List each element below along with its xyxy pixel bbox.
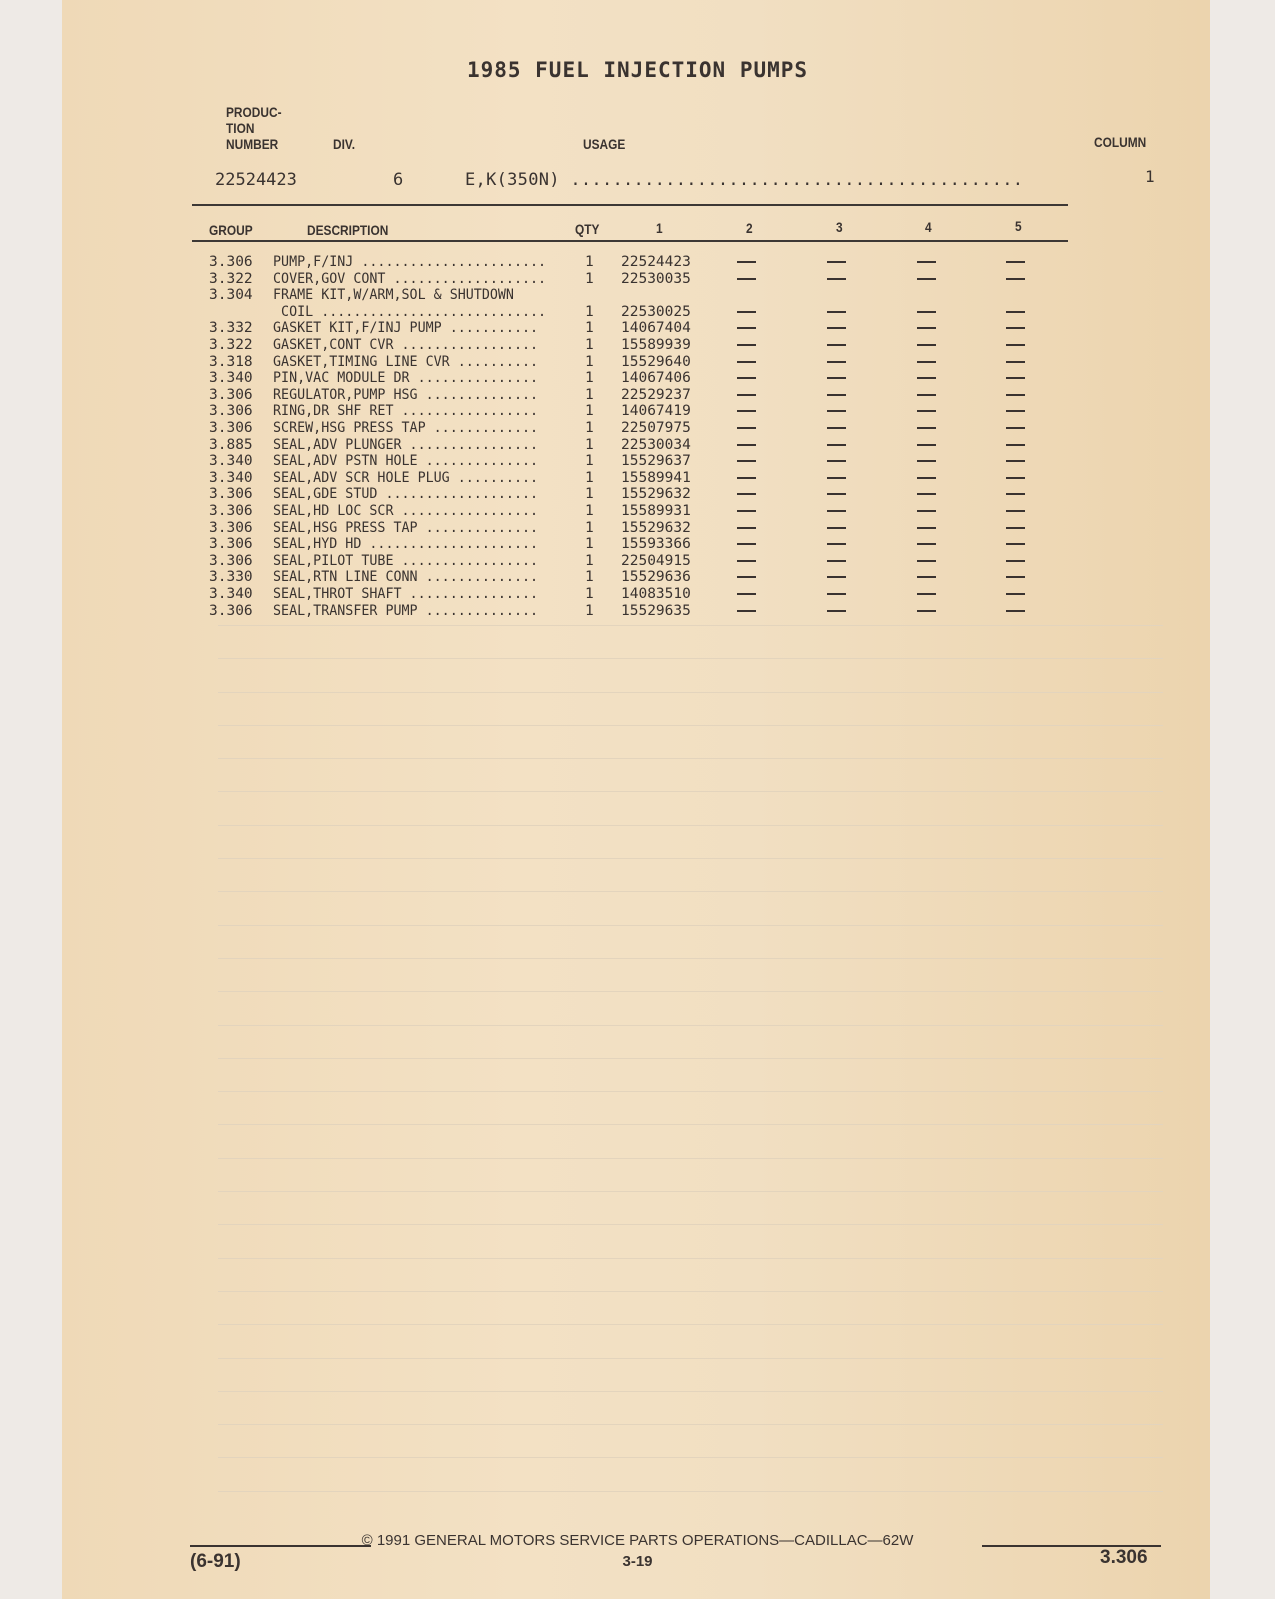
group-cell: 3.306: [209, 486, 253, 502]
empty-column-dash: [737, 510, 756, 512]
empty-column-dash: [917, 593, 936, 595]
empty-column-dash: [827, 444, 846, 446]
empty-column-dash: [1006, 361, 1025, 363]
qty-cell: 1: [585, 553, 594, 569]
footer-date-code: (6-91): [190, 1551, 241, 1572]
empty-column-dash: [737, 477, 756, 479]
part-number-cell: 15529632: [621, 520, 691, 536]
table-top-rule: [192, 204, 1068, 206]
footer-page-number: 3-19: [622, 1553, 653, 1570]
description-cell: SEAL,HYD HD .....................: [273, 536, 539, 552]
description-cell: SEAL,ADV PLUNGER ................: [273, 437, 539, 453]
empty-column-dash: [917, 510, 936, 512]
col3-header: 3: [836, 219, 843, 235]
qty-cell: 1: [585, 437, 594, 453]
ruled-line: [218, 1058, 1163, 1059]
description-cell: SEAL,PILOT TUBE .................: [273, 553, 539, 569]
empty-column-dash: [827, 311, 846, 313]
ruled-line: [218, 1191, 1163, 1192]
group-cell: 3.318: [209, 354, 253, 370]
empty-column-dash: [737, 410, 756, 412]
part-number-cell: 15529637: [621, 453, 691, 469]
empty-column-dash: [737, 261, 756, 263]
part-number-cell: 15589931: [621, 503, 691, 519]
group-cell: 3.332: [209, 320, 253, 336]
part-number-cell: 15529632: [621, 486, 691, 502]
description-cell: SEAL,THROT SHAFT ................: [273, 586, 539, 602]
empty-column-dash: [827, 543, 846, 545]
qty-cell: 1: [585, 453, 594, 469]
ruled-line: [218, 692, 1163, 693]
table-row: [209, 370, 1039, 386]
description-cell: REGULATOR,PUMP HSG ..............: [273, 387, 539, 403]
ruled-line: [218, 1258, 1163, 1259]
description-cell: COIL ............................: [273, 304, 547, 320]
group-cell: 3.304: [209, 287, 253, 303]
description-cell: SEAL,GDE STUD ...................: [273, 486, 539, 502]
empty-column-dash: [737, 427, 756, 429]
ruled-line: [218, 1291, 1163, 1292]
description-cell: FRAME KIT,W/ARM,SOL & SHUTDOWN: [273, 287, 514, 303]
empty-column-dash: [737, 527, 756, 529]
ruled-line: [218, 891, 1163, 892]
empty-column-dash: [737, 311, 756, 313]
part-number-cell: 15529636: [621, 569, 691, 585]
col2-header: 2: [746, 220, 753, 236]
ruled-line: [218, 1124, 1163, 1125]
description-cell: RING,DR SHF RET .................: [273, 403, 539, 419]
group-cell: 3.322: [209, 337, 253, 353]
col4-header: 4: [925, 219, 932, 235]
empty-column-dash: [827, 493, 846, 495]
part-number-cell: 22529237: [621, 387, 691, 403]
group-cell: 3.340: [209, 586, 253, 602]
division-value: 6: [393, 170, 404, 190]
empty-column-dash: [1006, 444, 1025, 446]
empty-column-dash: [737, 394, 756, 396]
qty-cell: 1: [585, 304, 594, 320]
empty-column-dash: [1006, 278, 1025, 280]
qty-cell: 1: [585, 370, 594, 386]
qty-cell: 1: [585, 403, 594, 419]
empty-column-dash: [917, 576, 936, 578]
qty-cell: 1: [585, 320, 594, 336]
description-cell: GASKET,CONT CVR .................: [273, 337, 539, 353]
empty-column-dash: [827, 327, 846, 329]
table-row: [209, 520, 1039, 536]
empty-column-dash: [737, 444, 756, 446]
table-row: [209, 420, 1039, 436]
empty-column-dash: [1006, 311, 1025, 313]
empty-column-dash: [827, 576, 846, 578]
footer-copyright: © 1991 GENERAL MOTORS SERVICE PARTS OPERATIONS—CADILLAC—62W: [361, 1532, 914, 1549]
ruled-line: [218, 1324, 1163, 1325]
ruled-line: [218, 725, 1163, 726]
empty-column-dash: [827, 427, 846, 429]
ruled-line: [218, 1025, 1163, 1026]
empty-column-dash: [827, 560, 846, 562]
col1-header: 1: [656, 220, 663, 236]
table-header-rule: [192, 240, 1068, 242]
usage-value: E,K(350N) ...........................................: [465, 170, 1024, 190]
table-row: [209, 354, 1039, 370]
table-row: [209, 320, 1039, 336]
empty-column-dash: [917, 361, 936, 363]
empty-column-dash: [917, 460, 936, 462]
table-row: [209, 287, 1039, 303]
empty-column-dash: [827, 527, 846, 529]
production-number-label: PRODUC- TION NUMBER: [226, 104, 282, 152]
qty-cell: 1: [585, 271, 594, 287]
ruled-line: [218, 1224, 1163, 1225]
empty-column-dash: [737, 493, 756, 495]
table-row: [209, 503, 1039, 519]
part-number-cell: 15589941: [621, 470, 691, 486]
group-cell: 3.306: [209, 403, 253, 419]
ruled-line: [218, 658, 1163, 659]
empty-column-dash: [917, 278, 936, 280]
empty-column-dash: [1006, 610, 1025, 612]
table-row: [209, 337, 1039, 353]
qty-cell: 1: [585, 354, 594, 370]
empty-column-dash: [917, 560, 936, 562]
group-cell: 3.306: [209, 520, 253, 536]
ruled-line: [218, 958, 1163, 959]
ruled-line: [218, 858, 1163, 859]
empty-column-dash: [1006, 460, 1025, 462]
group-cell: 3.306: [209, 536, 253, 552]
table-row: [209, 486, 1039, 502]
empty-column-dash: [917, 444, 936, 446]
ruled-line: [218, 991, 1163, 992]
description-cell: GASKET KIT,F/INJ PUMP ...........: [273, 320, 539, 336]
empty-column-dash: [827, 477, 846, 479]
empty-column-dash: [737, 576, 756, 578]
empty-column-dash: [1006, 410, 1025, 412]
empty-column-dash: [917, 610, 936, 612]
part-number-cell: 22504915: [621, 553, 691, 569]
group-cell: 3.340: [209, 470, 253, 486]
description-cell: PIN,VAC MODULE DR ...............: [273, 370, 539, 386]
part-number-cell: 22507975: [621, 420, 691, 436]
qty-cell: 1: [585, 503, 594, 519]
empty-column-dash: [917, 327, 936, 329]
production-number: 22524423: [215, 170, 297, 190]
qty-cell: 1: [585, 254, 594, 270]
empty-column-dash: [917, 493, 936, 495]
empty-column-dash: [1006, 327, 1025, 329]
empty-column-dash: [737, 278, 756, 280]
empty-column-dash: [737, 460, 756, 462]
empty-column-dash: [1006, 527, 1025, 529]
qty-cell: 1: [585, 569, 594, 585]
empty-column-dash: [737, 593, 756, 595]
empty-column-dash: [737, 560, 756, 562]
empty-column-dash: [827, 261, 846, 263]
empty-column-dash: [917, 394, 936, 396]
empty-column-dash: [1006, 477, 1025, 479]
description-cell: GASKET,TIMING LINE CVR ..........: [273, 354, 539, 370]
group-cell: 3.340: [209, 453, 253, 469]
group-cell: 3.330: [209, 569, 253, 585]
ruled-line: [218, 1358, 1163, 1359]
part-number-cell: 22530034: [621, 437, 691, 453]
group-cell: 3.306: [209, 503, 253, 519]
table-row: [209, 569, 1039, 585]
part-number-cell: 14067404: [621, 320, 691, 336]
ruled-line: [218, 625, 1163, 626]
table-row: [209, 403, 1039, 419]
ruled-line: [218, 791, 1163, 792]
description-cell: SEAL,HSG PRESS TAP ..............: [273, 520, 539, 536]
description-cell: SEAL,HD LOC SCR .................: [273, 503, 539, 519]
table-row: [209, 387, 1039, 403]
empty-column-dash: [737, 327, 756, 329]
group-cell: 3.885: [209, 437, 253, 453]
empty-column-dash: [827, 410, 846, 412]
empty-column-dash: [1006, 576, 1025, 578]
empty-column-dash: [737, 610, 756, 612]
qty-cell: 1: [585, 520, 594, 536]
ruled-line: [218, 1424, 1163, 1425]
empty-column-dash: [917, 527, 936, 529]
empty-column-dash: [827, 394, 846, 396]
table-row: [209, 304, 1039, 320]
empty-column-dash: [737, 344, 756, 346]
description-cell: COVER,GOV CONT ...................: [273, 271, 547, 287]
qty-cell: 1: [585, 470, 594, 486]
empty-column-dash: [1006, 427, 1025, 429]
empty-column-dash: [1006, 344, 1025, 346]
empty-column-dash: [1006, 261, 1025, 263]
page-title: 1985 FUEL INJECTION PUMPS: [466, 58, 809, 82]
table-row: [209, 453, 1039, 469]
table-row: [209, 470, 1039, 486]
empty-column-dash: [1006, 560, 1025, 562]
ruled-line: [218, 1491, 1163, 1492]
qty-cell: 1: [585, 486, 594, 502]
part-number-cell: 15589939: [621, 337, 691, 353]
column-value: 1: [1145, 167, 1155, 186]
group-header: GROUP: [209, 222, 253, 238]
qty-cell: 1: [585, 586, 594, 602]
empty-column-dash: [1006, 593, 1025, 595]
group-cell: 3.306: [209, 553, 253, 569]
qty-header: QTY: [575, 221, 600, 237]
empty-column-dash: [917, 543, 936, 545]
empty-column-dash: [827, 460, 846, 462]
ruled-line: [218, 758, 1163, 759]
group-cell: 3.340: [209, 370, 253, 386]
ruled-line: [218, 1457, 1163, 1458]
empty-column-dash: [827, 344, 846, 346]
empty-column-dash: [737, 377, 756, 379]
qty-cell: 1: [585, 337, 594, 353]
table-row: [209, 254, 1039, 270]
table-row: [209, 536, 1039, 552]
table-row: [209, 553, 1039, 569]
group-cell: 3.306: [209, 254, 253, 270]
part-number-cell: 22530025: [621, 304, 691, 320]
part-number-cell: 15529635: [621, 603, 691, 619]
empty-column-dash: [917, 377, 936, 379]
usage-label: USAGE: [583, 136, 626, 152]
ruled-line: [218, 925, 1163, 926]
part-number-cell: 15593366: [621, 536, 691, 552]
qty-cell: 1: [585, 536, 594, 552]
footer-section: 3.306: [1100, 1547, 1148, 1568]
empty-column-dash: [917, 410, 936, 412]
description-cell: PUMP,F/INJ .......................: [273, 254, 547, 270]
empty-column-dash: [917, 311, 936, 313]
div-label: DIV.: [333, 136, 356, 152]
part-number-cell: 15529640: [621, 354, 691, 370]
part-number-cell: 14067406: [621, 370, 691, 386]
empty-column-dash: [737, 543, 756, 545]
description-cell: SEAL,TRANSFER PUMP ..............: [273, 603, 539, 619]
part-number-cell: 14067419: [621, 403, 691, 419]
empty-column-dash: [737, 361, 756, 363]
group-cell: 3.306: [209, 420, 253, 436]
description-cell: SEAL,ADV PSTN HOLE ..............: [273, 453, 539, 469]
ruled-line: [218, 1091, 1163, 1092]
table-row: [209, 586, 1039, 602]
empty-column-dash: [917, 427, 936, 429]
part-number-cell: 22530035: [621, 271, 691, 287]
ruled-line: [218, 1391, 1163, 1392]
description-cell: SCREW,HSG PRESS TAP .............: [273, 420, 539, 436]
empty-column-dash: [827, 361, 846, 363]
empty-column-dash: [1006, 510, 1025, 512]
description-cell: SEAL,ADV SCR HOLE PLUG ..........: [273, 470, 539, 486]
empty-column-dash: [1006, 543, 1025, 545]
ruled-line: [218, 825, 1163, 826]
qty-cell: 1: [585, 387, 594, 403]
empty-column-dash: [827, 610, 846, 612]
qty-cell: 1: [585, 420, 594, 436]
description-cell: SEAL,RTN LINE CONN ..............: [273, 569, 539, 585]
description-header: DESCRIPTION: [307, 222, 389, 238]
table-row: [209, 271, 1039, 287]
ruled-line: [218, 1158, 1163, 1159]
empty-column-dash: [827, 510, 846, 512]
part-number-cell: 22524423: [621, 254, 691, 270]
empty-column-dash: [917, 477, 936, 479]
part-number-cell: 14083510: [621, 586, 691, 602]
empty-column-dash: [1006, 493, 1025, 495]
empty-column-dash: [827, 593, 846, 595]
group-cell: 3.306: [209, 603, 253, 619]
empty-column-dash: [827, 278, 846, 280]
qty-cell: 1: [585, 603, 594, 619]
empty-column-dash: [917, 344, 936, 346]
empty-column-dash: [1006, 394, 1025, 396]
empty-column-dash: [1006, 377, 1025, 379]
table-row: [209, 437, 1039, 453]
col5-header: 5: [1015, 218, 1022, 234]
group-cell: 3.306: [209, 387, 253, 403]
group-cell: 3.322: [209, 271, 253, 287]
table-row: [209, 603, 1039, 619]
empty-column-dash: [917, 261, 936, 263]
column-label: COLUMN: [1094, 134, 1147, 150]
empty-column-dash: [827, 377, 846, 379]
